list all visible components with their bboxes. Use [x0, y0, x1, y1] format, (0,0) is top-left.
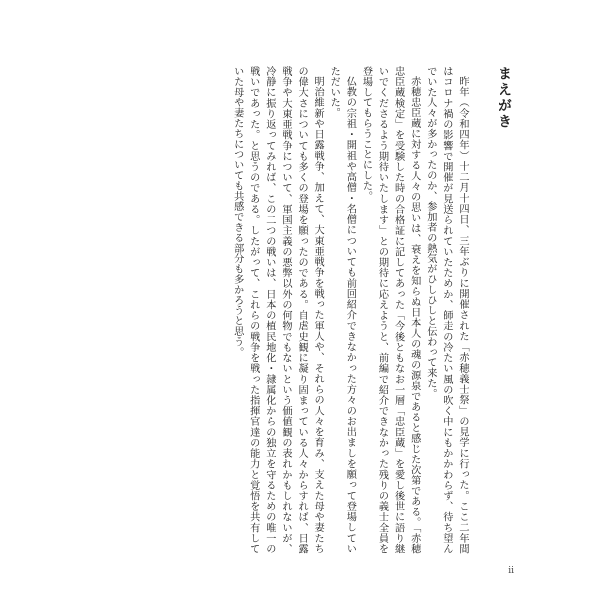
paragraph: 赤穂忠臣蔵に対する人々の思いは、衰えを知らぬ日本人の魂の源泉であると感じた次第である。「赤穂忠臣蔵検定」を受験した時の合格証に記してあった「今後ともなお一層「忠臣蔵」を愛し後世に語り継いでくださるよう期待いたします」との期待に応えようと、前編で紹介できなかった残りの義士全員を登場してもらうことにした。: [360, 66, 420, 554]
preface-heading: まえがき: [496, 66, 512, 130]
paragraph: 昨年（令和四年）十二月十四日、三年ぶりに開催された「赤穂義士祭」の見学に行った。ここ二年間はコロナ禍の影響で開催が見送られていたためか、師走の冷たい風の吹く中にもかかわらず、待ち望んでいた人々が多かったのか、参加者の熱気がひしひしと伝わって来た。: [424, 66, 468, 554]
paragraph: 仏教の宗祖・開祖や高僧・名僧についても前回紹介できなかった方々のお出ましを願って登場していただいた。: [328, 66, 356, 554]
preface-body: [130, 66, 470, 554]
page-number: ii: [508, 566, 514, 576]
paragraph: 明治維新や日露戦争、加えて、大東亜戦争を戦った軍人や、それらの人々を育み、支えた母や妻たちの偉大さについても多くの登場を願ったのである。自虐史観に凝り固まっている人々からすれば、日露戦争や大東亜戦争について、軍国主義の悪弊以外の何物でもないという価値観の表れかもしれないが、冷静に振り返ってみれば、この二つの戦いは、日本の植民地化・隷属化からの独立を守るための唯一の戦いであった。と思うのである。したがって、これらの戦争を戦った指揮官達の能力と覚悟を共有していた母や妻たちについても共感できる部分も多かろうと思う。: [231, 66, 324, 554]
